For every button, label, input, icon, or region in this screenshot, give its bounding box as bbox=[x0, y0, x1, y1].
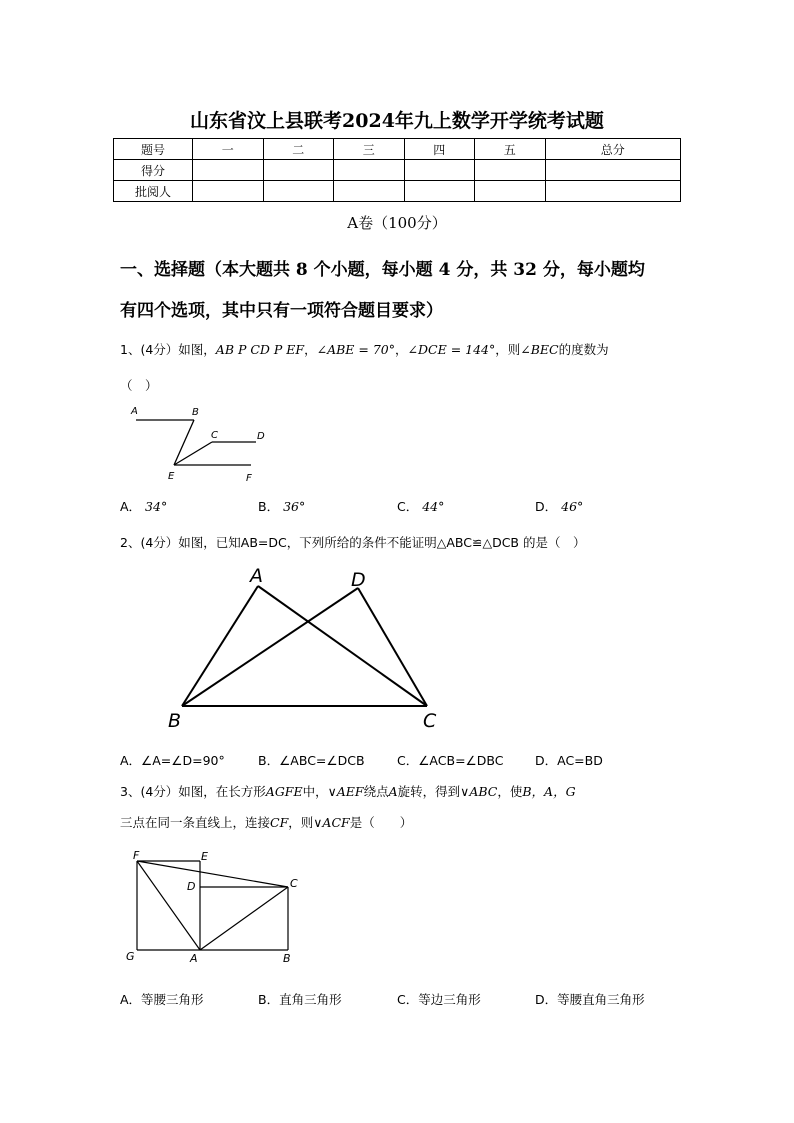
table-cell: 得分 bbox=[114, 160, 193, 181]
table-cell: 三 bbox=[334, 139, 405, 160]
table-cell bbox=[334, 181, 405, 202]
q3-option-b: B．直角三角形 bbox=[258, 992, 342, 1007]
q1-option-b: B． 36° bbox=[258, 499, 306, 514]
q1-expr3: ∠DCE = 144° bbox=[407, 342, 496, 357]
score-table-header-row bbox=[114, 139, 681, 160]
q3-label-a: A bbox=[190, 952, 198, 965]
table-cell: 批阅人 bbox=[114, 181, 193, 202]
table-cell bbox=[475, 181, 546, 202]
q1-expr2: ∠ABE = 70° bbox=[316, 342, 396, 357]
table-row bbox=[114, 181, 681, 202]
table-cell bbox=[404, 160, 475, 181]
q3-label-d: D bbox=[187, 880, 196, 893]
table-cell bbox=[475, 160, 546, 181]
table-cell: 总分 bbox=[545, 139, 681, 160]
table-cell bbox=[263, 181, 334, 202]
q1-option-c: C． 44° bbox=[397, 499, 445, 514]
q3-label-g: G bbox=[126, 950, 135, 963]
q1-label-c: C bbox=[211, 430, 218, 441]
table-cell: 四 bbox=[404, 139, 475, 160]
q2-option-a: A．∠A=∠D=90° bbox=[120, 753, 225, 768]
q2-label-d: D bbox=[351, 569, 366, 591]
table-cell bbox=[334, 160, 405, 181]
q3-option-c: C．等边三角形 bbox=[397, 992, 481, 1007]
q1-expr4: ∠BEC bbox=[520, 342, 559, 357]
q2-option-c: C．∠ACB=∠DBC bbox=[397, 753, 504, 768]
q1-label-f: F bbox=[246, 473, 252, 484]
q3-option-a: A．等腰三角形 bbox=[120, 992, 204, 1007]
q1-option-d: D． 46° bbox=[535, 499, 584, 514]
q2-label-a: A bbox=[250, 565, 263, 587]
table-row bbox=[114, 160, 681, 181]
q1-answer-paren: （ ） bbox=[120, 378, 158, 393]
table-cell bbox=[193, 160, 264, 181]
q1-suffix: 的度数为 bbox=[558, 342, 609, 357]
table-cell: 五 bbox=[475, 139, 546, 160]
page-title: 山东省汶上县联考2024年九上数学开学统考试题 bbox=[190, 110, 604, 132]
table-cell bbox=[193, 181, 264, 202]
q1-label-b: B bbox=[192, 407, 199, 418]
question-2-text: 2、(4分）如图，已知AB=DC，下列所给的条件不能证明△ABC≌△DCB 的是（ ） bbox=[120, 535, 586, 550]
table-cell bbox=[545, 160, 681, 181]
q1-option-a: A． 34° bbox=[120, 499, 168, 514]
q3-label-f: F bbox=[133, 849, 140, 862]
q1-sep: ， bbox=[304, 342, 317, 357]
q1-figure bbox=[120, 400, 280, 490]
q1-expr1: AB P CD P EF bbox=[215, 342, 305, 357]
q1-label-e: E bbox=[168, 471, 175, 482]
table-cell bbox=[263, 160, 334, 181]
table-cell bbox=[545, 181, 681, 202]
table-cell: 题号 bbox=[114, 139, 193, 160]
q2-option-d: D．AC=BD bbox=[535, 753, 603, 768]
q3-label-b: B bbox=[283, 952, 291, 965]
table-cell: 一 bbox=[193, 139, 264, 160]
q1-mid: ，则 bbox=[495, 342, 521, 357]
q2-label-b: B bbox=[168, 710, 182, 732]
score-table bbox=[113, 138, 681, 202]
question-3-line1: 3、(4分）如图，在长方形AGFE中，∨AEF绕点A旋转，得到∨ABC，使B，A，G bbox=[120, 784, 576, 799]
section-heading-line1: 一、选择题（本大题共 8 个小题，每小题 4 分，共 32 分，每小题均 bbox=[120, 260, 645, 280]
table-cell: 二 bbox=[263, 139, 334, 160]
q1-prefix: 1、(4分）如图， bbox=[120, 342, 216, 357]
q1-label-a: A bbox=[131, 406, 138, 417]
q2-label-c: C bbox=[423, 710, 437, 732]
section-heading-line2: 有四个选项，其中只有一项符合题目要求） bbox=[120, 301, 443, 321]
q2-option-b: B．∠ABC=∠DCB bbox=[258, 753, 365, 768]
q1-sep2: ， bbox=[395, 342, 408, 357]
q1-label-d: D bbox=[257, 431, 265, 442]
q2-figure bbox=[160, 562, 460, 737]
q3-label-e: E bbox=[201, 850, 208, 863]
q3-label-c: C bbox=[290, 877, 298, 890]
volume-heading: A卷（100分） bbox=[347, 214, 447, 232]
q3-option-d: D．等腰直角三角形 bbox=[535, 992, 645, 1007]
table-cell bbox=[404, 181, 475, 202]
q3-figure bbox=[120, 845, 320, 970]
question-1-text bbox=[120, 340, 609, 358]
question-3-line2: 三点在同一条直线上，连接CF，则∨ACF是（ ） bbox=[120, 815, 413, 830]
